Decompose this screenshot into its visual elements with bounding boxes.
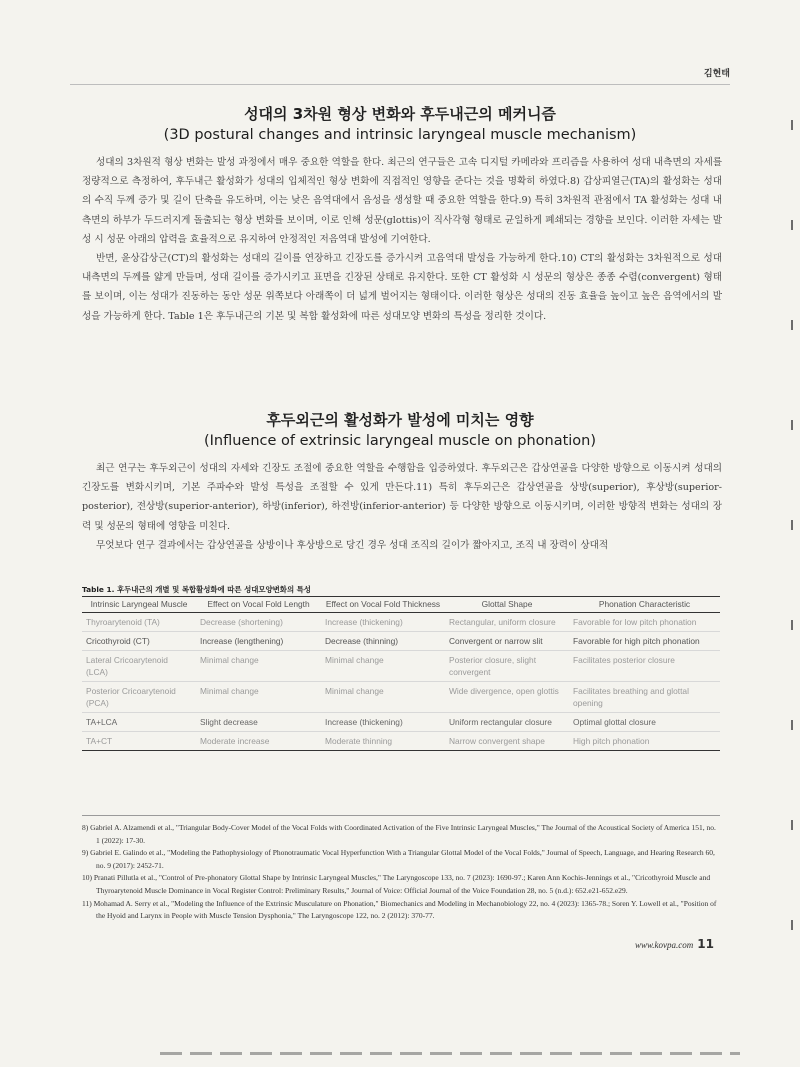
section2-heading — [70, 409, 730, 452]
table-header-cell: Effect on Vocal Fold Thickness — [325, 599, 441, 609]
running-head: 김현태 — [703, 69, 730, 79]
section2-title-ko: 후두외근의 활성화가 발성에 미치는 영향 — [266, 411, 534, 429]
table-cell: Increase (lengthening) — [200, 636, 284, 646]
table-header-cell: Glottal Shape — [481, 599, 533, 609]
section1-heading — [70, 103, 730, 146]
footnote: 10) Pranati Pillutla et al., "Control of Pre-phonatory Glottal Shape by Intrinsic Laryngeal Muscles," The Laryngoscope 133, no. 7 (2023): 1690-97.; Karen Ann Kochis-Jennings et al., "Cricothyroid Muscle and Thyroarytenoid Muscle Dominance in Vocal Register Control: Preliminary Results," Journal of Voice: Official Journal of the Voice Foundation 28, no. 5 (n.d.): 652.e21-652.e29. — [82, 873, 711, 895]
footnote: 11) Mohamad A. Serry et al., "Modeling the Influence of the Extrinsic Musculature on Phonation," Biomechanics and Modeling in Mechanobiology 22, no. 4 (2023): 1365-78.; Soren Y. Lowell et al., "Position of the Hyoid and Larynx in People with Muscle Tension Dysphonia," The Laryngoscope 122, no. 2 (2012): 370-77. — [82, 898, 717, 921]
section1-title-ko: 성대의 3차원 형상 변화와 후두내근의 메커니즘 — [244, 105, 556, 123]
page-edge-marks — [791, 120, 794, 1020]
table-cell: Minimal change — [325, 655, 384, 665]
table-cell: Minimal change — [200, 655, 259, 665]
table-caption: Table 1. 후두내근의 개별 및 복합활성화에 따른 성대모양변화의 특성 — [82, 585, 311, 594]
table-cell: Increase (thickening) — [325, 617, 403, 627]
page-footer — [635, 937, 714, 951]
section1-body — [82, 153, 722, 326]
table-cell: Favorable for low pitch phonation — [573, 617, 697, 627]
table-row — [82, 732, 720, 751]
table-cell: Wide divergence, open glottis — [449, 686, 559, 696]
table-cell: Posterior closure, slight convergent — [449, 655, 537, 677]
table-cell: Rectangular, uniform closure — [449, 617, 556, 627]
table-row — [82, 613, 720, 632]
section2-title-en: (Influence of extrinsic laryngeal muscle on phonation) — [203, 433, 597, 449]
table-cell: Moderate thinning — [325, 736, 393, 746]
table-cell: Facilitates posterior closure — [573, 655, 675, 665]
table-cell: TA+LCA — [86, 717, 118, 727]
table-cell: Decrease (thinning) — [325, 636, 399, 646]
section1-paragraph: 성대의 3차원적 형상 변화는 발성 과정에서 매우 중요한 역할을 한다. 최근의 연구들은 고속 디지털 카메라와 프리즘을 사용하여 성대 내측면의 자세를 정량적으로 측정하여, 후두내근 활성화가 성대의 입체적인 형상 변화에 직접적인 영향을 준다는 것을 명확히 하였다.8) 갑상피열근(TA)의 활성화는 성대의 수직 두께 증가 및 길이 단축을 유도하며, 이는 낮은 음역대에서 음성을 생성할 때 중요한 역할을 한다.9) 특히 3차원적 관점에서 TA 활성화는 성대 내측면의 하부가 두드러지게 돌출되는 형상 변화를 보이며, 이로 인해 성문(glottis)이 직사각형 형태로 균일하게 폐쇄되는 경향을 보인다. 이러한 자세는 발성 시 성문 아래의 압력을 효율적으로 유지하여 안정적인 저음역대 발성에 기여한다. — [82, 157, 722, 245]
table-cell: Slight decrease — [200, 717, 258, 727]
table-cell: Minimal change — [325, 686, 384, 696]
footnotes — [82, 822, 720, 923]
next-page-bleed — [160, 1052, 740, 1055]
table-cell: Uniform rectangular closure — [449, 717, 552, 727]
table-row — [82, 713, 720, 732]
table-cell: Thyroarytenoid (TA) — [86, 617, 160, 627]
table-row — [82, 632, 720, 651]
table-header-row — [82, 597, 720, 613]
table-cell: Minimal change — [200, 686, 259, 696]
table-row — [82, 682, 720, 713]
header-rule — [70, 84, 730, 85]
section2-paragraph: 최근 연구는 후두외근이 성대의 자세와 긴장도 조절에 중요한 역할을 수행함을 입증하였다. 후두외근은 갑상연골을 다양한 방향으로 이동시켜 성대의 긴장도를 변화시키며, 기본 주파수와 발성 특성을 조절할 수 있게 만든다.11) 특히 후두외근은 갑상연골을 상방(superior), 후상방(superior-posterior), 전상방(superior-anterior), 하방(inferior), 하전방(inferior-anterior) 등 다양한 방향으로 이동시키며, 이러한 방향적 변화는 성대의 장력 및 성문의 형태에 영향을 미친다. — [82, 463, 722, 532]
table-container — [82, 596, 720, 751]
table-cell: Posterior Cricoarytenoid (PCA) — [86, 686, 176, 708]
table-header-cell: Intrinsic Laryngeal Muscle — [90, 599, 188, 609]
table-header-cell: Effect on Vocal Fold Length — [207, 599, 310, 609]
table-row — [82, 651, 720, 682]
section1-title-en: (3D postural changes and intrinsic laryngeal muscle mechanism) — [163, 127, 637, 143]
section1-paragraph: 반면, 윤상갑상근(CT)의 활성화는 성대의 길이를 연장하고 긴장도를 증가시켜 고음역대 발성을 가능하게 한다.10) CT의 활성화는 3차원적으로 성대 내측면의 두께를 얇게 만들며, 성대 길이를 증가시키고 표면을 긴장된 상태로 유지한다. 또한 CT 활성화 시 성문의 형상은 종종 수렴(convergent) 형태를 보이며, 이는 성대가 진동하는 동안 성문 위쪽보다 아래쪽이 더 넓게 벌어지는 형태이다. 이러한 형상은 성대의 진동 효율을 높이고 높은 음역에서의 발성을 가능하게 한다. Table 1은 후두내근의 기본 및 복합 활성화에 따른 성대모양 변화의 특성을 정리한 것이다. — [82, 253, 722, 322]
footnote: 9) Gabriel E. Galindo et al., "Modeling the Pathophysiology of Phonotraumatic Vocal Hyperfunction With a Triangular Glottal Model of the Vocal Folds," Journal of Speech, Language, and Hearing Research 60, no. 9 (2017): 2452-71. — [82, 848, 715, 870]
table-header-cell: Phonation Characteristic — [598, 599, 691, 609]
page-number: 11 — [697, 937, 714, 951]
journal-website: www.kovpa.com — [634, 940, 694, 950]
footnote-rule — [82, 815, 720, 816]
table-cell: Moderate increase — [200, 736, 270, 746]
footnote: 8) Gabriel A. Alzamendi et al., "Triangular Body-Cover Model of the Vocal Folds with Coordinated Activation of the Five Intrinsic Laryngeal Muscles," The Journal of the Acoustical Society of America 151, no. 1 (2022): 17-30. — [82, 823, 716, 845]
table-cell: TA+CT — [86, 736, 113, 746]
table-cell: Narrow convergent shape — [449, 736, 545, 746]
table-cell: Lateral Cricoarytenoid (LCA) — [86, 655, 168, 677]
table-cell: Favorable for high pitch phonation — [573, 636, 700, 646]
table-cell: Facilitates breathing and glottal opening — [573, 686, 689, 708]
table-cell: Convergent or narrow slit — [449, 636, 543, 646]
muscle-table — [82, 596, 720, 751]
table-cell: Decrease (shortening) — [200, 617, 283, 627]
table-cell: Cricothyroid (CT) — [86, 636, 150, 646]
table-cell: Increase (thickening) — [325, 717, 403, 727]
section2-body — [82, 459, 722, 555]
table-cell: Optimal glottal closure — [573, 717, 656, 727]
section2-paragraph: 무엇보다 연구 결과에서는 갑상연골을 상방이나 후상방으로 당긴 경우 성대 조직의 길이가 짧아지고, 조직 내 장력이 상대적 — [96, 539, 609, 551]
table-cell: High pitch phonation — [573, 736, 650, 746]
